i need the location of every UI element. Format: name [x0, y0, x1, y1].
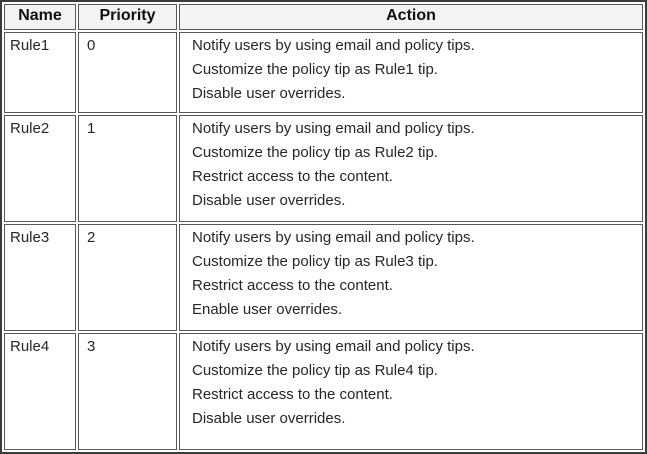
table-row-rule4	[4, 333, 643, 450]
action-line: Customize the policy tip as Rule4 tip.	[192, 361, 438, 379]
rule-priority-cell: 0	[78, 32, 177, 113]
rule-action-cell	[179, 32, 643, 113]
table-row-rule1	[4, 32, 643, 113]
action-line: Restrict access to the content.	[192, 276, 393, 294]
action-line: Restrict access to the content.	[192, 167, 393, 185]
action-line: Notify users by using email and policy tips.	[192, 37, 475, 54]
rule-action-cell	[179, 115, 643, 222]
action-line: Enable user overrides.	[192, 300, 343, 318]
action-line: Disable user overrides.	[192, 85, 346, 102]
rule-name-cell: Rule4	[4, 333, 76, 450]
action-line: Disable user overrides.	[192, 191, 346, 209]
action-line: Customize the policy tip as Rule3 tip.	[192, 252, 438, 270]
action-line: Customize the policy tip as Rule2 tip.	[192, 143, 438, 161]
column-header-priority: Priority	[78, 4, 177, 30]
table-row-rule3	[4, 224, 643, 331]
rule-priority-cell: 2	[78, 224, 177, 331]
table-row-rule2	[4, 115, 643, 222]
column-header-action: Action	[179, 4, 643, 30]
header-row	[4, 4, 643, 30]
action-line: Notify users by using email and policy tips.	[192, 228, 475, 246]
rule-priority-cell: 3	[78, 333, 177, 450]
rule-priority-cell: 1	[78, 115, 177, 222]
action-line: Notify users by using email and policy tips.	[192, 337, 475, 355]
rule-name-cell: Rule3	[4, 224, 76, 331]
rule-action-cell	[179, 224, 643, 331]
action-line: Disable user overrides.	[192, 409, 346, 427]
rule-name-cell: Rule1	[4, 32, 76, 113]
rule-name-cell: Rule2	[4, 115, 76, 222]
action-line: Notify users by using email and policy tips.	[192, 119, 475, 137]
action-line: Customize the policy tip as Rule1 tip.	[192, 61, 438, 78]
rule-action-cell	[179, 333, 643, 450]
column-header-name: Name	[4, 4, 76, 30]
action-line: Restrict access to the content.	[192, 385, 393, 403]
